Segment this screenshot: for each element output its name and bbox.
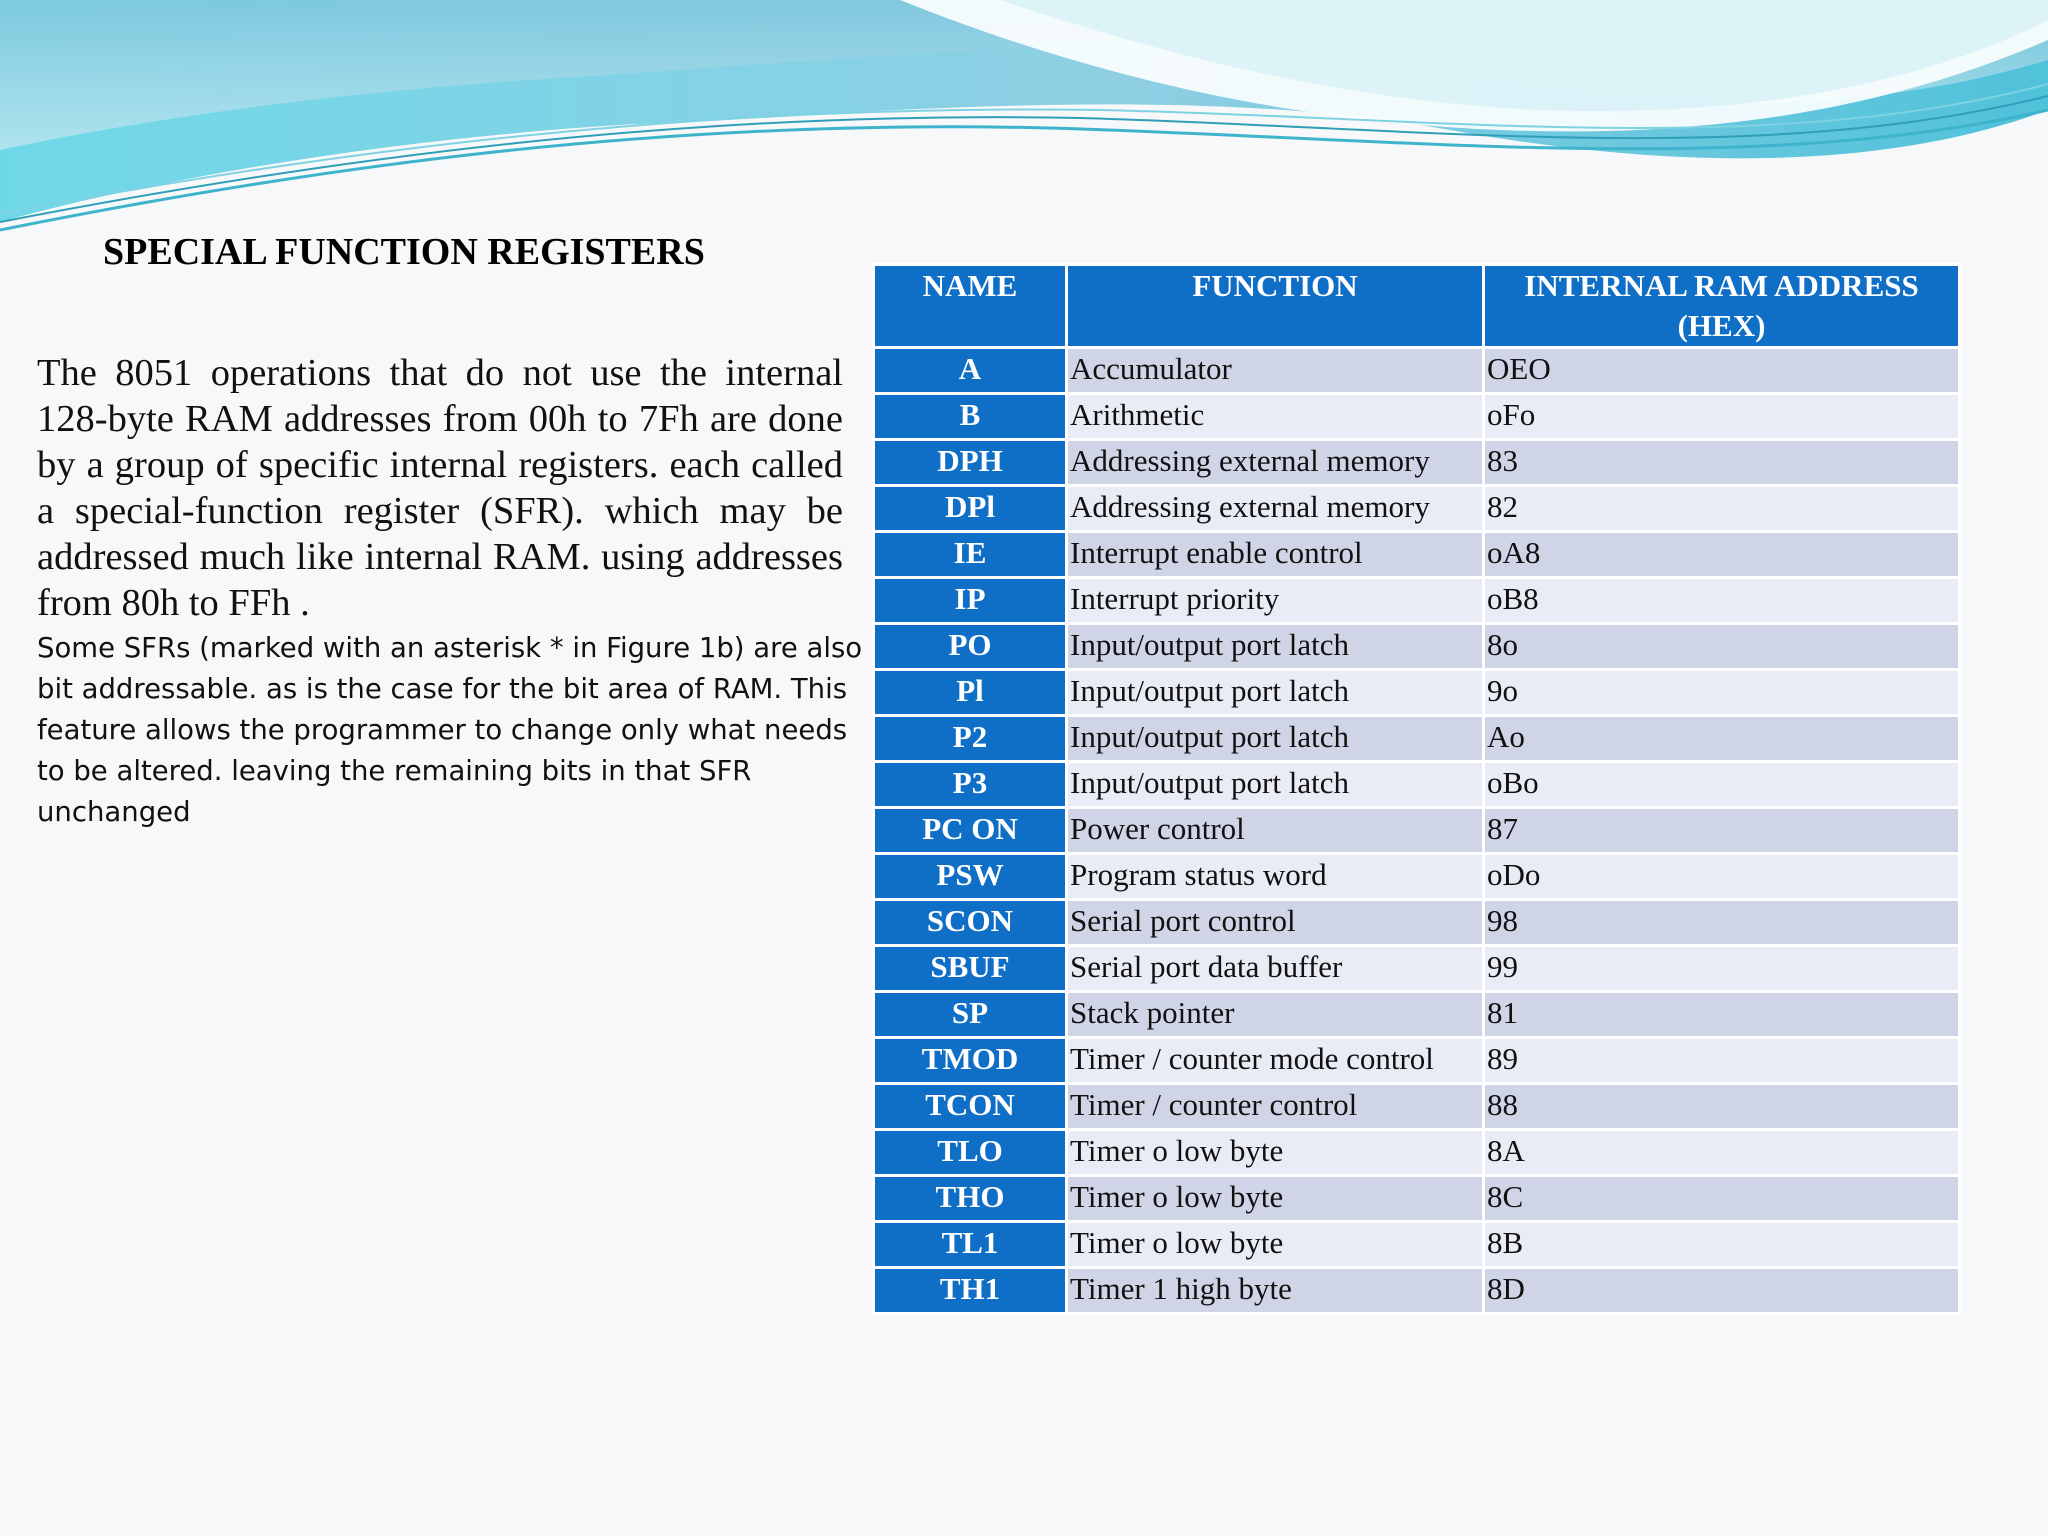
- header-name: NAME: [874, 265, 1067, 348]
- register-address: 8C: [1484, 1176, 1960, 1222]
- register-function: Timer o low byte: [1067, 1176, 1484, 1222]
- register-function: Accumulator: [1067, 348, 1484, 394]
- register-address: oDo: [1484, 854, 1960, 900]
- register-function: Serial port data buffer: [1067, 946, 1484, 992]
- slide-title: SPECIAL FUNCTION REGISTERS: [103, 231, 705, 273]
- register-function: Input/output port latch: [1067, 716, 1484, 762]
- register-function: Input/output port latch: [1067, 762, 1484, 808]
- register-name: SP: [874, 992, 1067, 1038]
- register-name: P2: [874, 716, 1067, 762]
- register-address: 82: [1484, 486, 1960, 532]
- register-address: 83: [1484, 440, 1960, 486]
- register-function: Timer o low byte: [1067, 1222, 1484, 1268]
- header-address: INTERNAL RAM ADDRESS (HEX): [1484, 265, 1960, 348]
- register-function: Stack pointer: [1067, 992, 1484, 1038]
- register-function: Power control: [1067, 808, 1484, 854]
- table-row: [874, 1084, 1960, 1130]
- intro-paragraph: The 8051 operations that do not use the internal 128-byte RAM addresses from 00h to 7Fh are done by a group of specific internal registers. each called a special-function register (SFR). which may be addressed much like internal RAM. using addresses from 80h to FFh .: [37, 352, 843, 624]
- register-address: 8o: [1484, 624, 1960, 670]
- register-function: Addressing external memory: [1067, 486, 1484, 532]
- register-name: B: [874, 394, 1067, 440]
- table-row: [874, 716, 1960, 762]
- register-function: Serial port control: [1067, 900, 1484, 946]
- register-function: Addressing external memory: [1067, 440, 1484, 486]
- register-address: 89: [1484, 1038, 1960, 1084]
- register-function: Interrupt enable control: [1067, 532, 1484, 578]
- table-row: [874, 532, 1960, 578]
- register-name: Pl: [874, 670, 1067, 716]
- register-function: Timer / counter mode control: [1067, 1038, 1484, 1084]
- register-function: Input/output port latch: [1067, 670, 1484, 716]
- table-row: [874, 348, 1960, 394]
- register-address: oFo: [1484, 394, 1960, 440]
- table-row: [874, 1176, 1960, 1222]
- register-function: Interrupt priority: [1067, 578, 1484, 624]
- register-name: TH1: [874, 1268, 1067, 1314]
- table-row: [874, 1268, 1960, 1314]
- header-function: FUNCTION: [1067, 265, 1484, 348]
- table-row: [874, 900, 1960, 946]
- table-header-row: [874, 265, 1960, 348]
- table-row: [874, 578, 1960, 624]
- register-address: 81: [1484, 992, 1960, 1038]
- register-address: 9o: [1484, 670, 1960, 716]
- table-row: [874, 1130, 1960, 1176]
- register-name: IE: [874, 532, 1067, 578]
- register-address: oBo: [1484, 762, 1960, 808]
- table-row: [874, 1038, 1960, 1084]
- register-address: 99: [1484, 946, 1960, 992]
- register-function: Timer 1 high byte: [1067, 1268, 1484, 1314]
- register-name: DPl: [874, 486, 1067, 532]
- register-function: Arithmetic: [1067, 394, 1484, 440]
- register-name: TCON: [874, 1084, 1067, 1130]
- register-address: 98: [1484, 900, 1960, 946]
- register-address: 8D: [1484, 1268, 1960, 1314]
- register-address: 8B: [1484, 1222, 1960, 1268]
- register-address: 8A: [1484, 1130, 1960, 1176]
- register-name: A: [874, 348, 1067, 394]
- table-row: [874, 854, 1960, 900]
- register-name: SCON: [874, 900, 1067, 946]
- table-row: [874, 1222, 1960, 1268]
- register-name: TL1: [874, 1222, 1067, 1268]
- register-name: SBUF: [874, 946, 1067, 992]
- register-address: oB8: [1484, 578, 1960, 624]
- register-address: 88: [1484, 1084, 1960, 1130]
- header-wave-decoration: [0, 0, 2048, 240]
- register-name: PC ON: [874, 808, 1067, 854]
- table-row: [874, 992, 1960, 1038]
- register-function: Input/output port latch: [1067, 624, 1484, 670]
- register-name: IP: [874, 578, 1067, 624]
- register-name: THO: [874, 1176, 1067, 1222]
- table-row: [874, 670, 1960, 716]
- register-address: 87: [1484, 808, 1960, 854]
- register-function: Timer / counter control: [1067, 1084, 1484, 1130]
- register-name: P3: [874, 762, 1067, 808]
- register-name: TMOD: [874, 1038, 1067, 1084]
- table-row: [874, 486, 1960, 532]
- register-address: oA8: [1484, 532, 1960, 578]
- register-name: PSW: [874, 854, 1067, 900]
- register-function: Timer o low byte: [1067, 1130, 1484, 1176]
- register-name: PO: [874, 624, 1067, 670]
- bit-addressable-note: Some SFRs (marked with an asterisk * in Figure 1b) are also bit addressable. as is the case for the bit area of RAM. This feature allows the programmer to change only what needs to be altered. leaving the remaining bits in that SFR unchanged: [37, 632, 863, 828]
- table-row: [874, 946, 1960, 992]
- table-row: [874, 762, 1960, 808]
- table-row: [874, 440, 1960, 486]
- table-row: [874, 394, 1960, 440]
- register-address: OEO: [1484, 348, 1960, 394]
- register-function: Program status word: [1067, 854, 1484, 900]
- register-name: DPH: [874, 440, 1067, 486]
- table-row: [874, 808, 1960, 854]
- register-name: TLO: [874, 1130, 1067, 1176]
- table-row: [874, 624, 1960, 670]
- register-address: Ao: [1484, 716, 1960, 762]
- sfr-table: [872, 263, 1961, 1315]
